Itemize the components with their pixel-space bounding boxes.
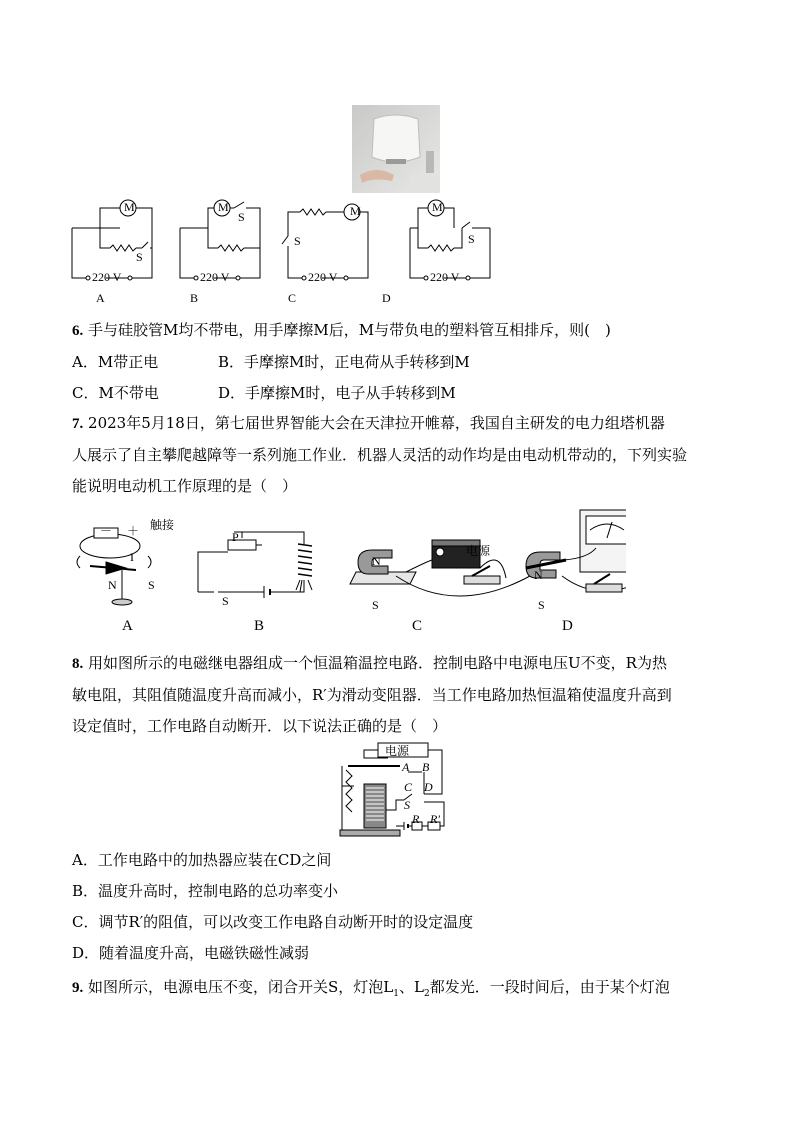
question-9-stem-post: 都发光．一段时间后，由于某个灯泡 [429,978,670,996]
question-6-option-b: B．手摩擦M时，正电荷从手转移到M [218,353,470,371]
circuit-label-a: A [96,291,105,305]
circuit-label-b: B [190,291,199,305]
relay-b-label: B [422,760,430,774]
question-7-number: 7. [72,416,84,432]
hand-dryer-photo [352,105,440,193]
question-8-stem-line-1: 用如图所示的电磁继电器组成一个恒温箱温控电路．控制电路中电源电压U不变，R为热 [88,654,667,672]
question-9-stem-pre: 如图所示，电源电压不变，闭合开关S，灯泡L [88,978,394,996]
question-9-sub-2: 2 [423,989,430,999]
circuit-d-motor-label: M [432,200,443,214]
question-8-number: 8. [72,656,84,672]
circuit-d [410,200,490,280]
question-9-number: 9. [72,980,84,996]
relay-power-label: 电源 [385,744,410,758]
circuit-a-motor-label: M [124,200,135,214]
relay-s-label: S [404,798,410,812]
question-9-mid: 、L [399,978,424,996]
circuit-c-supply-label: 220 V [308,270,338,284]
question-6 [72,315,732,347]
circuit-c-motor-label: M [350,204,361,218]
fig-a-minus-plus: － ＋ [100,524,140,538]
question-6-number: 6. [72,323,84,339]
fig-c-s-label: S [372,598,379,612]
fig-b-p-label: P [232,530,239,544]
circuit-label-d: D [382,291,391,305]
relay-c-label: C [404,780,413,794]
circuit-d-supply-label: 220 V [430,270,460,284]
question-8-option-d: D．随着温度升高，电磁铁磁性减弱 [72,944,310,962]
fig-label-c: C [412,618,423,634]
circuit-a-supply-label: 220 V [92,270,122,284]
question-8-option-b: B．温度升高时，控制电路的总功率变小 [72,882,339,900]
fig-a-current-label: I [130,550,134,564]
circuit-b-supply-label: 220 V [200,270,230,284]
circuit-b-switch-label: S [238,210,245,224]
fig-a-touch-label: 触接 [150,518,175,532]
question-6-stem: 手与硅胶管M均不带电，用手摩擦M后，M与带负电的塑料管互相排斥，则( ) [88,321,611,339]
fig-a-n-label: N [108,578,117,592]
question-8-stem-line-3: 设定值时，工作电路自动断开．以下说法正确的是（ ） [72,717,448,735]
question-7-stem-line-3: 能说明电动机工作原理的是（ ） [72,477,298,495]
circuit-a [72,200,152,280]
question-6-option-a: A．M带正电 [72,353,159,371]
circuit-a-switch-label: S [136,250,143,264]
fig-c-power-label: 电源 [466,544,491,558]
circuit-d-switch-label: S [468,232,475,246]
relay-a-label: A [402,760,410,774]
fig-a-oersted [77,528,151,605]
circuit-c-switch-label: S [294,234,301,248]
relay-rp-label: R′ [430,812,440,826]
question-7-stem-line-1: 2023年5月18日，第七届世界智能大会在天津拉开帷幕，我国自主研发的电力组塔机器 [88,414,665,432]
question-8-option-c: C．调节R′的阻值，可以改变工作电路自动断开时的设定温度 [72,913,474,931]
circuit-label-c: C [288,291,297,305]
fig-d-s-label: S [538,598,545,612]
question-6-option-d: D．手摩擦M时，电子从手转移到M [218,384,456,402]
fig-label-b: B [254,618,265,634]
fig-label-d: D [562,618,573,634]
fig-label-a: A [122,618,133,634]
relay-d-label: D [424,780,433,794]
question-6-option-c: C．M不带电 [72,384,159,402]
fig-c-n-label: N [372,554,381,568]
question-8-option-a: A．工作电路中的加热器应装在CD之间 [72,851,332,869]
question-8-stem-line-2: 敏电阻，其阻值随温度升高而减小，R′为滑动变阻器．当工作电路加热恒温箱使温度升高到 [72,686,672,704]
question-7-stem-line-2: 人展示了自主攀爬越障等一系列施工作业．机器人灵活的动作均是由电动机带动的，下列实验 [72,446,688,464]
question-9 [72,972,732,1010]
fig-b-electromagnet [198,532,312,598]
fig-a-s-label: S [148,578,155,592]
relay-r-label: R [412,812,420,826]
circuit-b-motor-label: M [218,200,229,214]
question-8 [72,648,732,742]
fig-d-n-label: N [534,568,543,582]
question-9-sub-1: 1 [393,989,400,999]
question-7 [72,408,732,502]
fig-b-s-label: S [222,594,229,608]
